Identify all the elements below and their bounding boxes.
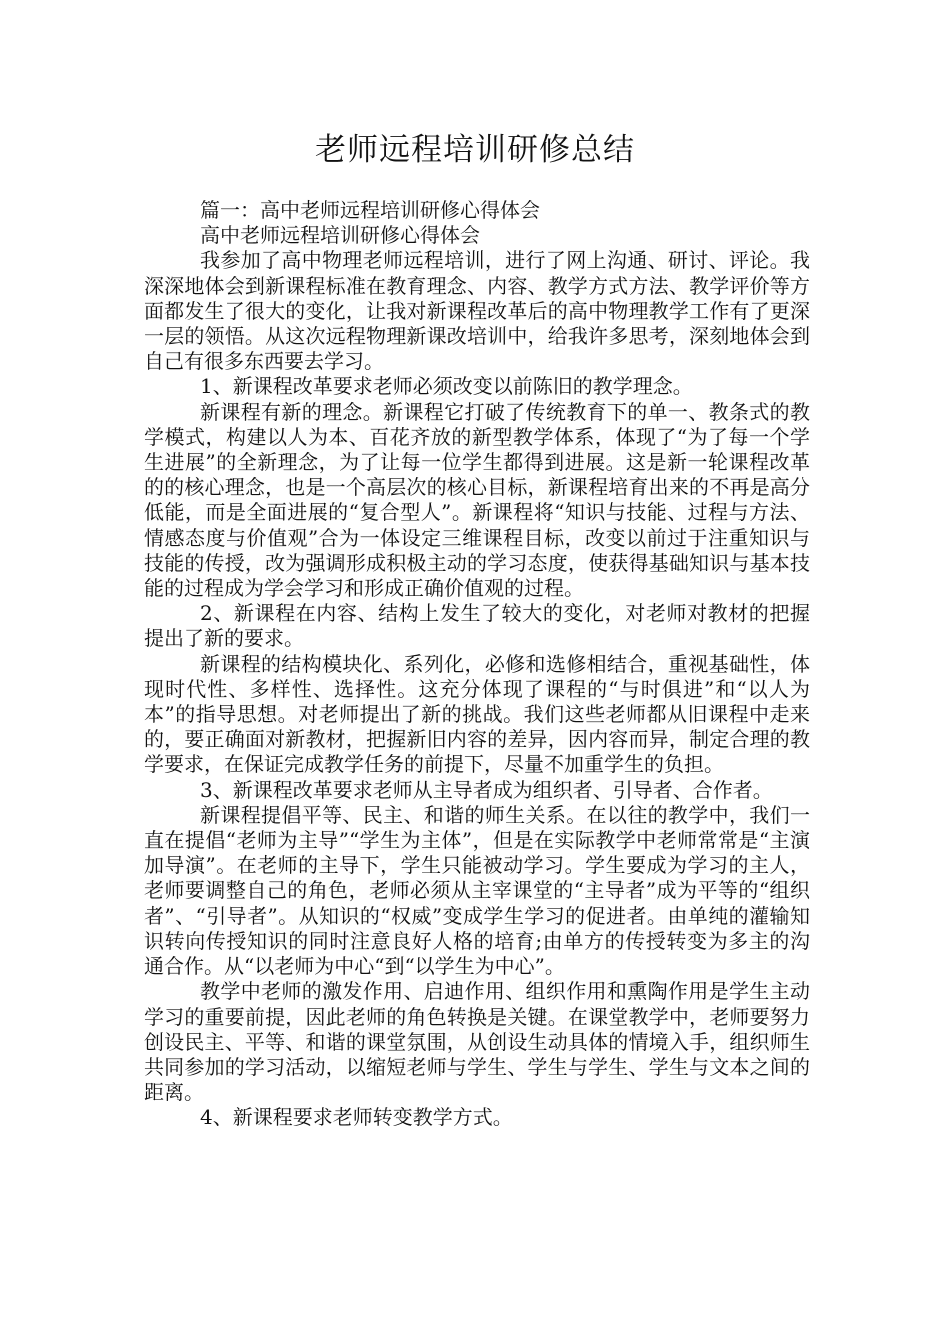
point-heading: 4、新课程要求老师转变教学方式。 [200, 1105, 513, 1130]
paragraph: 新课程的结构模块化、系列化，必修和选修相结合，重视基础性，体现时代性、多样性、选择性。这充分体现了课程的“与时俱进”和“以人为本”的指导思想。对老师提出了新的挑战。我们这些老师都从旧课程中走来的，要正确面对新教材，把握新旧内容的差异，因内容而异，制定合理的教学要求，在保证完成教学任务的前提下，尽量不加重学生的负担。 [144, 651, 810, 777]
point-heading: 3、新课程改革要求老师从主导者成为组织者、引导者、合作者。 [200, 777, 773, 802]
paragraph: 我参加了高中物理老师远程培训，进行了网上沟通、研讨、评论。我深深地体会到新课程标准在教育理念、内容、教学方式方法、教学评价等方面都发生了很大的变化，让我对新课程改革后的高中物理教学工作有了更深一层的领悟。从这次远程物理新课改培训中，给我许多思考，深刻地体会到自己有很多东西要去学习。 [144, 248, 810, 374]
document-body [144, 198, 810, 1131]
paragraph: 新课程提倡平等、民主、和谐的师生关系。在以往的教学中，我们一直在提倡“老师为主导”“学生为主体”，但是在实际教学中老师常常是“主演加导演”。在老师的主导下，学生只能被动学习。学生要成为学习的主人，老师要调整自己的角色，老师必须从主宰课堂的“主导者”成为平等的“组织者”、“引导者”。从知识的“权威”变成学生学习的促进者。由单纯的灌输知识转向传授知识的同时注意良好人格的培育;由单方的传授转变为多主的沟通合作。从“以老师为中心“到“以学生为中心”。 [144, 802, 810, 979]
point-heading: 1、新课程改革要求老师必须改变以前陈旧的教学理念。 [200, 374, 693, 399]
page-title: 老师远程培训研修总结 [315, 132, 635, 168]
paragraph: 新课程有新的理念。新课程它打破了传统教育下的单一、教条式的教学模式，构建以人为本、百花齐放的新型教学体系，体现了“为了每一个学生进展”的全新理念，为了让每一位学生都得到进展。这是新一轮课程改革的的核心理念，也是一个高层次的核心目标，新课程培育出来的不再是高分低能，而是全面进展的“复合型人”。新课程将“知识与技能、过程与方法、情感态度与价值观”合为一体设定三维课程目标，改变以前过于注重知识与技能的传授，改为强调形成积极主动的学习态度，使获得基础知识与基本技能的过程成为学会学习和形成正确价值观的过程。 [144, 399, 810, 601]
point-heading: 2、新课程在内容、结构上发生了较大的变化，对老师对教材的把握提出了新的要求。 [144, 601, 810, 651]
article-subtitle: 高中老师远程培训研修心得体会 [200, 223, 480, 248]
section-heading: 篇一：高中老师远程培训研修心得体会 [200, 198, 540, 222]
paragraph: 教学中老师的激发作用、启迪作用、组织作用和熏陶作用是学生主动学习的重要前提，因此老师的角色转换是关键。在课堂教学中，老师要努力创设民主、平等、和谐的课堂氛围，从创设生动具体的情境入手，组织师生共同参加的学习活动，以缩短老师与学生、学生与学生、学生与文本之间的距离。 [144, 979, 810, 1105]
